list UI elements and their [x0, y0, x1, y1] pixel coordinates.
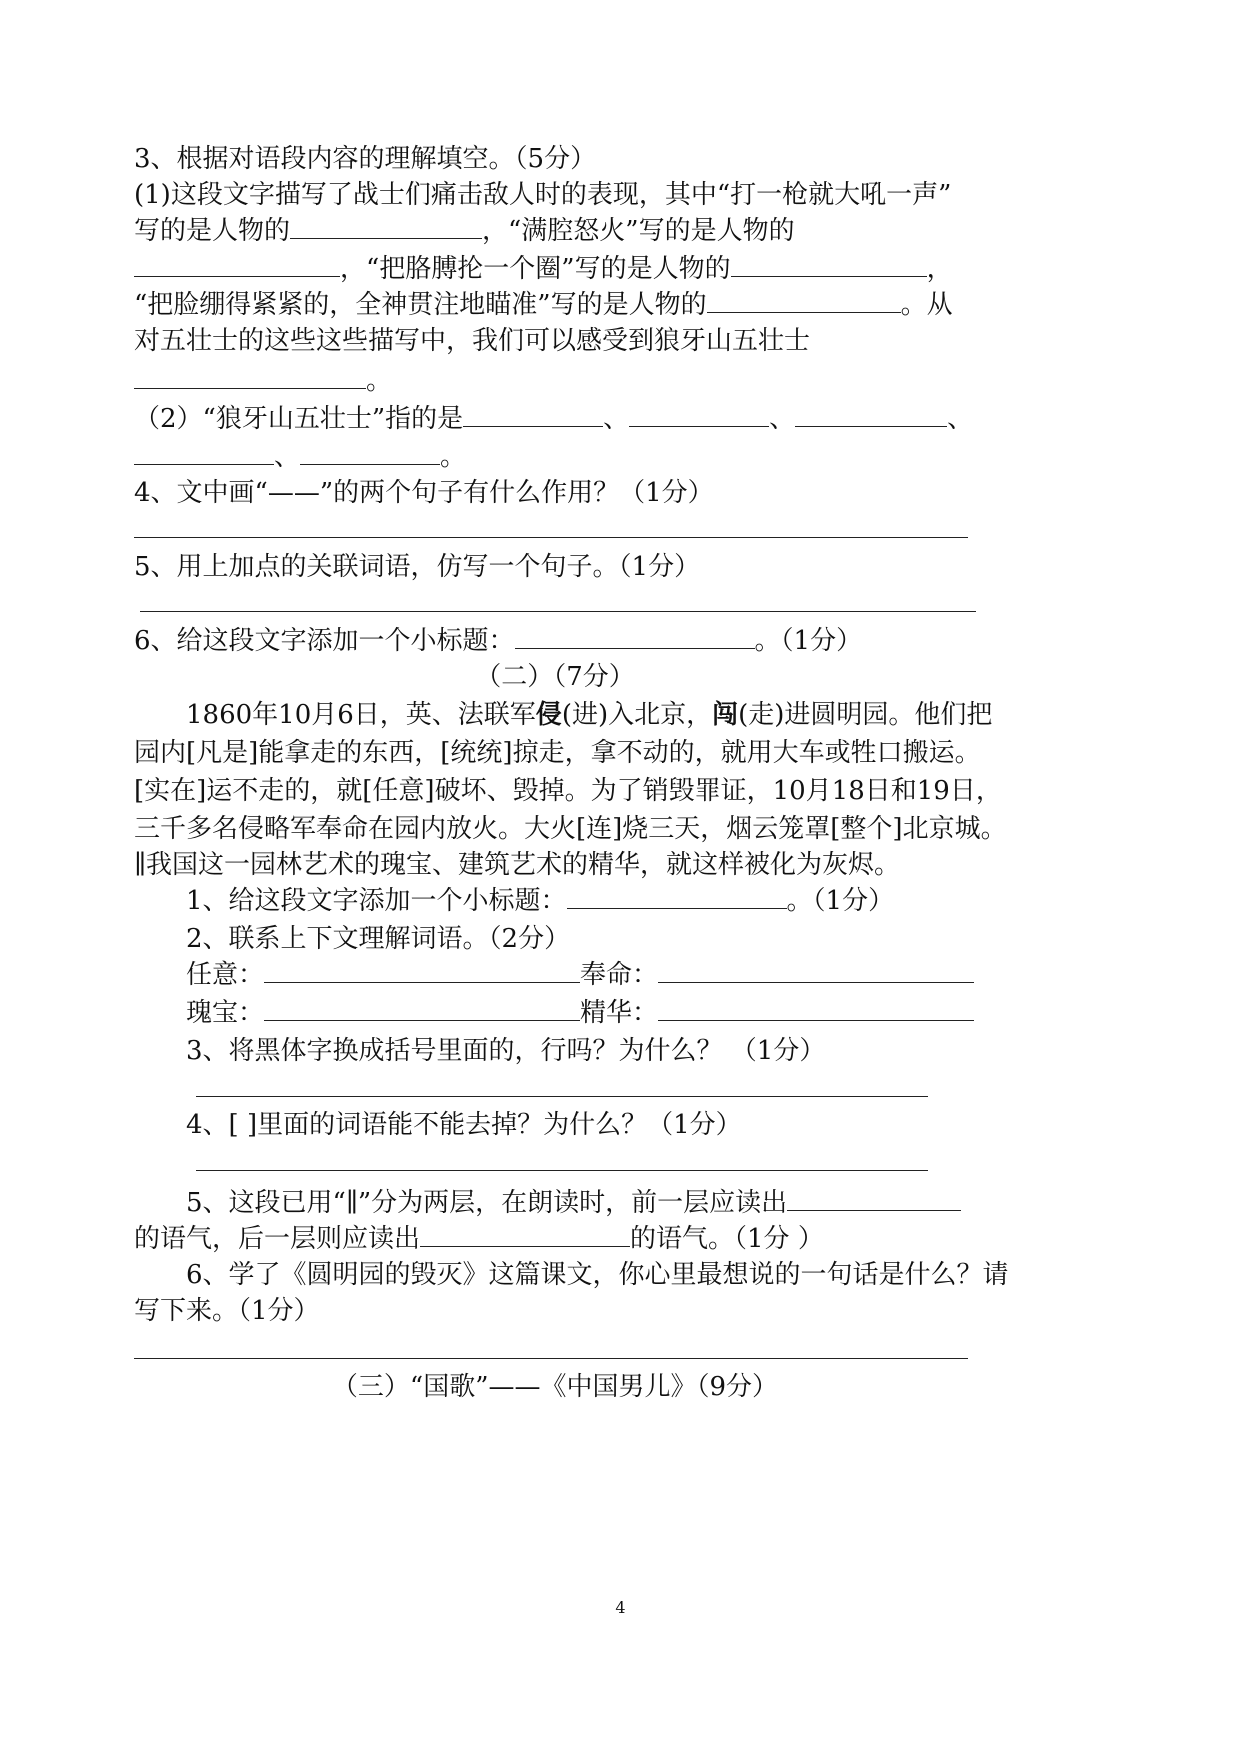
blank-subtitle-2[interactable]	[567, 884, 787, 909]
s2-q5-text: 的语气。（1分 ）	[630, 1224, 824, 1254]
s2-q3-question: 3、将黑体字换成括号里面的，行吗？为什么？ （1分）	[186, 1036, 826, 1066]
blank-fengming[interactable]	[658, 958, 974, 983]
s2-q1-text: 1、给这段文字添加一个小标题：	[186, 886, 567, 916]
separator: 、	[274, 442, 301, 472]
q4-answer-line[interactable]	[134, 537, 968, 538]
blank-guibao[interactable]	[264, 996, 580, 1021]
separator: 、	[947, 404, 974, 434]
s2-q3-answer-line[interactable]	[196, 1096, 928, 1097]
s2-q1-line	[186, 884, 894, 918]
blank-expression[interactable]	[707, 288, 901, 313]
page-number: 4	[615, 1598, 626, 1617]
section-2-header: （二）（7分）	[475, 662, 635, 692]
s2-q5-text: 5、这段已用“∥”分为两层，在朗读时，前一层应读出	[186, 1188, 788, 1218]
section-3-header: （三）“国歌”——《中国男儿》（9分）	[331, 1372, 779, 1402]
passage-line-5: ∥我国这一园林艺术的瑰宝、建筑艺术的精华，就这样被化为灰烬。	[134, 850, 901, 880]
word-renyi: 任意：	[186, 960, 265, 990]
s2-q4-answer-line[interactable]	[196, 1170, 928, 1171]
s2-q6-answer-line[interactable]	[134, 1358, 968, 1359]
word-row-2	[186, 996, 974, 1030]
blank-subtitle[interactable]	[515, 624, 755, 649]
s2-q1-text: 。（1分）	[786, 886, 895, 916]
q3-1-text: ，“满腔怒火”写的是人物的	[482, 216, 795, 246]
passage-text: 1860年10月6日，英、法联军	[186, 700, 536, 730]
blank-name-3[interactable]	[795, 402, 947, 427]
blank-name-4[interactable]	[134, 440, 274, 465]
blank-name-2[interactable]	[629, 402, 769, 427]
blank-language[interactable]	[290, 214, 482, 239]
s2-q5-text: 的语气，后一层则应读出	[134, 1224, 421, 1254]
q3-2-text: 。	[440, 442, 467, 472]
q3-1-text: 。从	[900, 290, 953, 320]
bold-char-qin: 侵	[535, 700, 562, 730]
blank-action[interactable]	[731, 252, 927, 277]
blank-tone-1[interactable]	[787, 1186, 961, 1211]
q3-1-text: ，“把胳膊抡一个圈”写的是人物的	[340, 254, 731, 284]
word-jinghua: 精华：	[580, 998, 659, 1028]
q6-text: 6、给这段文字添加一个小标题：	[134, 626, 515, 656]
word-fengming: 奉命：	[580, 960, 659, 990]
passage-line-1	[186, 698, 992, 732]
q6-text: 。（1分）	[754, 626, 863, 656]
q3-1-line4	[134, 288, 953, 322]
q3-2-text: （2）“狼牙山五壮士”指的是	[134, 404, 464, 434]
blank-jinghua[interactable]	[658, 996, 974, 1021]
q5-answer-line[interactable]	[140, 611, 976, 612]
blank-tone-2[interactable]	[420, 1222, 630, 1247]
word-guibao: 瑰宝：	[186, 998, 265, 1028]
q3-1-line3	[134, 252, 953, 286]
s2-q6-line2: 写下来。（1分）	[134, 1296, 320, 1326]
passage-line-4: 三千多名侵略军奉命在园内放火。大火[连]烧三天，烟云笼罩[整个]北京城。	[134, 814, 1007, 844]
q3-1-text: ，	[926, 254, 953, 284]
blank-spirit[interactable]	[134, 252, 340, 277]
blank-name-5[interactable]	[300, 440, 440, 465]
separator: 、	[769, 404, 796, 434]
q3-2-line2	[134, 440, 466, 474]
q3-1-line1: (1)这段文字描写了战士们痛击敌人时的表现，其中“打一枪就大吼一声”	[134, 180, 952, 210]
q4-question: 4、文中画“——”的两个句子有什么作用？（1分）	[134, 478, 714, 508]
passage-line-2: 园内[凡是]能拿走的东西，[统统]掠走，拿不动的，就用大车或牲口搬运。	[134, 738, 981, 768]
q3-1-text: “把脸绷得紧紧的，全神贯注地瞄准”写的是人物的	[134, 290, 707, 320]
s2-q2-question: 2、联系上下文理解词语。（2分）	[186, 924, 571, 954]
s2-q5-line1	[186, 1186, 961, 1220]
q3-1-line6	[134, 364, 392, 398]
q5-question: 5、用上加点的关联词语，仿写一个句子。（1分）	[134, 552, 701, 582]
blank-renyi[interactable]	[264, 958, 580, 983]
q3-title: 3、根据对语段内容的理解填空。（5分）	[134, 144, 597, 174]
q3-1-text: 写的是人物的	[134, 216, 291, 246]
s2-q4-question: 4、[ ]里面的词语能不能去掉？为什么？（1分）	[186, 1110, 742, 1140]
s2-q6-line1: 6、学了《圆明园的毁灭》这篇课文，你心里最想说的一句话是什么？请	[186, 1260, 1009, 1290]
q3-1-line2	[134, 214, 795, 248]
q6-line	[134, 624, 862, 658]
q3-1-text: 。	[366, 366, 393, 396]
passage-text: (进)入北京，	[561, 700, 713, 730]
separator: 、	[603, 404, 630, 434]
word-row-1	[186, 958, 974, 992]
bold-char-chuang: 闯	[712, 700, 739, 730]
q3-2-line1	[134, 402, 973, 436]
q3-1-line5: 对五壮士的这些这些描写中，我们可以感受到狼牙山五壮士	[134, 326, 811, 356]
passage-line-3: [实在]运不走的，就[任意]破坏、毁掉。为了销毁罪证，10月18日和19日，	[134, 776, 1002, 806]
blank-name-1[interactable]	[463, 402, 603, 427]
blank-feeling[interactable]	[134, 364, 366, 389]
passage-text: (走)进圆明园。他们把	[738, 700, 993, 730]
s2-q5-line2	[134, 1222, 824, 1256]
